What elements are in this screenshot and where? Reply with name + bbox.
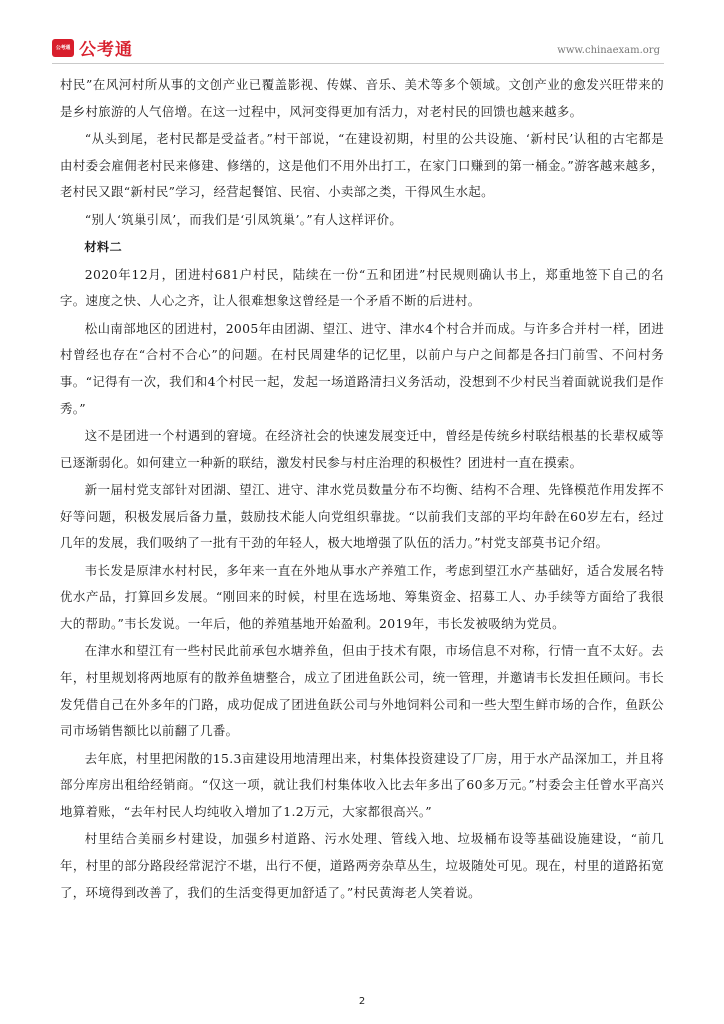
paragraph: 新一届村党支部针对团湖、望江、进守、津水党员数量分布不均衡、结构不合理、先锋模范作用发挥不好等问题，积极发展后备力量，鼓励技术能人向党组织靠拢。“以前我们支部的平均年龄在60岁左右，经过几年的发展，我们吸纳了一批有干劲的年轻人，极大地增强了队伍的活力。”村党支部莫书记介绍。 xyxy=(60,482,664,551)
paragraph: “从头到尾，老村民都是受益者。”村干部说，“在建设初期，村里的公共设施、‘新村民’认租的古宅都是由村委会雇佣老村民来修建、修缮的，这是他们不用外出打工，在家门口赚到的第一桶金。”游客越来越多，老村民又跟“新村民”学习，经营起餐馆、民宿、小卖部之类，干得风生水起。 xyxy=(60,131,664,200)
paragraph: “别人‘筑巢引凤’，而我们是‘引凤筑巢’。”有人这样评价。 xyxy=(84,211,403,227)
paragraph: 松山南部地区的团进村，2005年由团湖、望江、进守、津水4个村合并而成。与许多合并村一样，团进村曾经也存在“合村不合心”的问题。在村民周建华的记忆里，以前户与户之间都是各扫门前雪、不问村务事。“记得有一次，我们和4个村民一起，发起一场道路清扫义务活动，没想到不少村民当着面就说我们是作秀。” xyxy=(60,320,664,416)
paragraph: 在津水和望江有一些村民此前承包水塘养鱼，但由于技术有限，市场信息不对称，行情一直不太好。去年，村里规划将两地原有的散养鱼塘整合，成立了团进鱼跃公司，统一管理，并邀请韦长发担任顾问。韦长发凭借自己在外多年的门路，成功促成了团进鱼跃公司与外地饲料公司和一些大型生鲜市场的合作，鱼跃公司市场销售额比以前翻了几番。 xyxy=(60,643,664,739)
paragraph: 村民”在风河村所从事的文创产业已覆盖影视、传媒、音乐、美术等多个领域。文创产业的愈发兴旺带来的是乡村旅游的人气倍增。在这一过程中，风河变得更加有活力，对老村民的回馈也越来越多。 xyxy=(60,77,664,119)
paragraph: 韦长发是原津水村村民，多年来一直在外地从事水产养殖工作，考虑到望江水产基础好，适合发展名特优水产品，打算回乡发展。“刚回来的时候，村里在选场地、筹集资金、招募工人、办手续等方面给了我很大的帮助。”韦长发说。一年后，他的养殖基地开始盈利。2019年，韦长发被吸纳为党员。 xyxy=(60,562,664,631)
logo-text: 公考通 xyxy=(79,40,133,60)
paragraph: 这不是团进一个村遇到的窘境。在经济社会的快速发展变迁中，曾经是传统乡村联结根基的长辈权威等已逐渐弱化。如何建立一种新的联结，激发村民参与村庄治理的积极性？团进村一直在摸索。 xyxy=(60,428,664,470)
site-url[interactable]: www.chinaexam.org xyxy=(557,45,660,56)
brand-logo[interactable] xyxy=(52,35,133,60)
section-heading: 材料二 xyxy=(84,240,123,255)
paragraph: 村里结合美丽乡村建设，加强乡村道路、污水处理、管线入地、垃圾桶布设等基础设施建设，“前几年，村里的部分路段经常泥泞不堪，出行不便，道路两旁杂草丛生，垃圾随处可见。现在，村里的道路拓宽了，环境得到改善了，我们的生活变得更加舒适了。”村民黄海老人笑着说。 xyxy=(60,831,664,900)
paragraph: 2020年12月，团进村681户村民，陆续在一份“五和团进”村民规则确认书上，郑重地签下自己的名字。速度之快、人心之齐，让人很难想象这曾经是一个矛盾不断的后进村。 xyxy=(60,266,664,309)
paragraph: 去年底，村里把闲散的15.3亩建设用地清理出来，村集体投资建设了厂房，用于水产品深加工，并且将部分库房出租给经销商。“仅这一项，就让我们村集体收入比去年多出了60多万元。”村委会主任曾水平高兴地算着账，“去年村民人均纯收入增加了1.2万元，大家都很高兴。” xyxy=(60,750,664,819)
header-divider xyxy=(52,63,664,64)
document-body xyxy=(60,72,664,907)
page-number: 2 xyxy=(358,996,366,1007)
logo-badge: 公考通 xyxy=(52,39,74,57)
page-header xyxy=(0,0,724,64)
